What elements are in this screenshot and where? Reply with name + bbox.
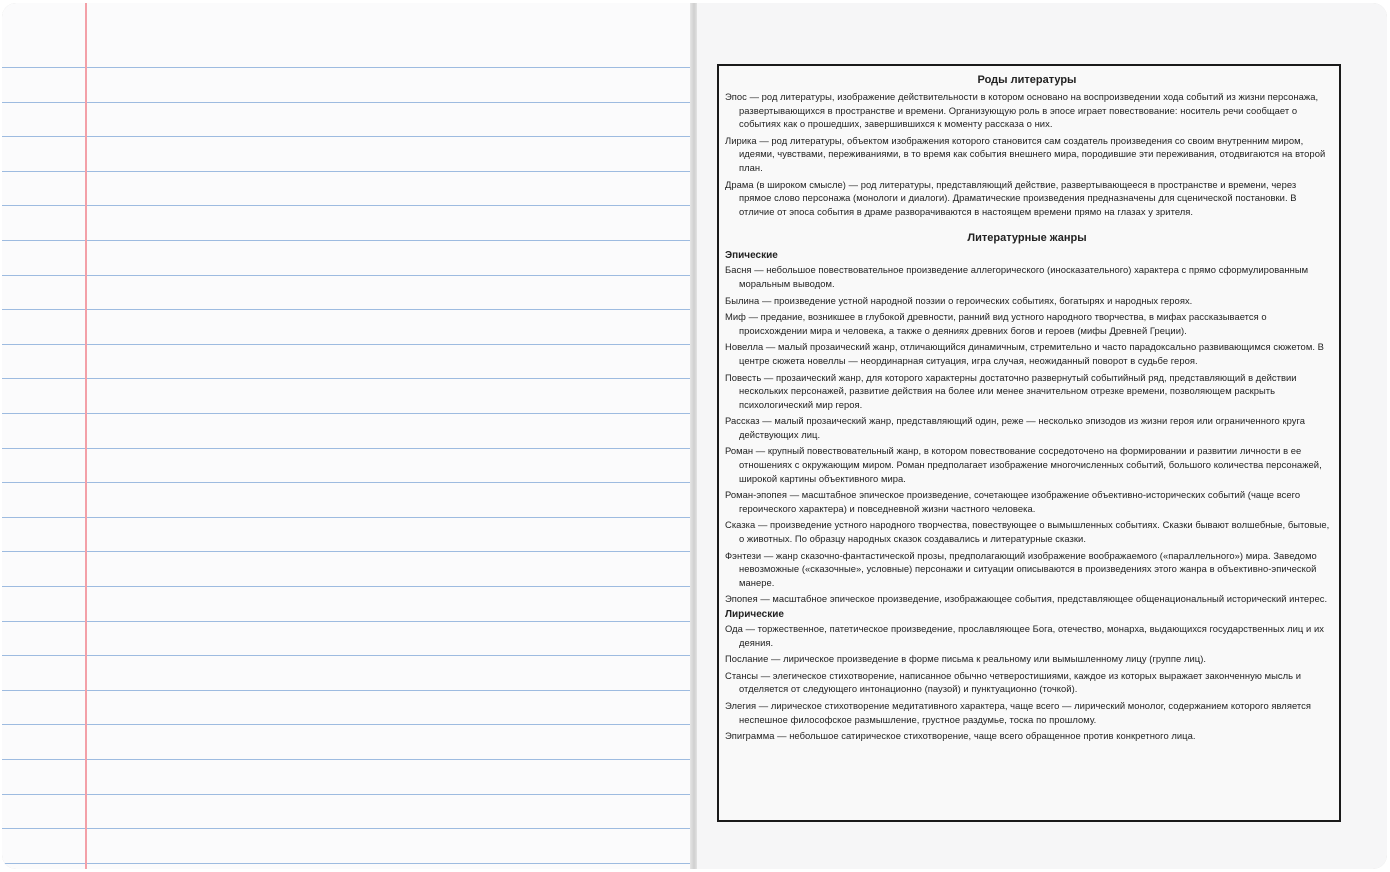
ruled-lines	[2, 3, 692, 869]
ruled-line	[2, 240, 692, 241]
ruled-line	[2, 171, 692, 172]
ruled-line	[2, 275, 692, 276]
genre-entry: Фэнтези — жанр сказочно-фантастической прозы, предполагающий изображение воображаемого («параллельного») мира. Заведомо невозможные («сказочные», условные) персонажи и ситуации описываются в произведениях этого жанра в объективно-эпической манере.	[725, 549, 1317, 588]
ruled-line	[2, 586, 692, 587]
ruled-line	[2, 621, 692, 622]
ruled-line	[2, 690, 692, 691]
ruled-line	[2, 794, 692, 795]
ruled-line	[2, 309, 692, 310]
genre-entry: Былина — произведение устной народной поэзии о героических событиях, богатырях и народных героях.	[725, 294, 1193, 306]
ruled-line	[2, 828, 692, 829]
kind-entry: Лирика — род литературы, объектом изображения которого становится сам создатель произведения со своим внутренним миром, идеями, чувствами, переживаниями, в то время как события внешнего мира, породившие эти переживания, отодвигаются на второй план.	[725, 134, 1326, 173]
ruled-line	[2, 344, 692, 345]
margin-line	[85, 3, 87, 869]
ruled-line	[2, 482, 692, 483]
genre-entry: Ода — торжественное, патетическое произведение, прославляющее Бога, отечество, монарха, выдающихся государственных лиц и их деяния.	[725, 623, 1324, 648]
genre-entry: Роман-эпопея — масштабное эпическое произведение, сочетающее изображение объективно-исторических событий (чаще всего героического характера) и повседневной жизни частного человека.	[725, 489, 1301, 514]
genre-entry: Роман — крупный повествовательный жанр, в котором повествование сосредоточено на формировании и развитии личности в ее отношениях с окружающим миром. Роман предполагает изображение многочисленных событий, большого количества персонажей, широкой картины объективного мира.	[725, 445, 1322, 484]
kind-entry: Эпос — род литературы, изображение действительности в котором основано на воспроизведении хода событий из жизни персонажа, развертывающихся в пространстве и времени. Организующую роль в эпосе играет повествование: носитель речи сообщает о событиях как о прошедших, завершившихся к моменту рассказа о них.	[725, 91, 1319, 130]
genre-entry: Новелла — малый прозаический жанр, отличающийся динамичным, стремительно и часто парадоксально развивающимся сюжетом. В центре сюжета новеллы — неординарная ситуация, игра случая, неожиданный поворот в судьбе героя.	[725, 341, 1324, 366]
lyric-heading: Лирические	[725, 609, 784, 620]
genre-entry: Элегия — лирическое стихотворение медитативного характера, чаще всего — лирический монолог, содержанием которого является неспешное философское размышление, грустное раздумье, тоска по прошлому.	[725, 699, 1312, 725]
ruled-line	[2, 378, 692, 379]
ruled-line	[2, 136, 692, 137]
ruled-line	[2, 759, 692, 760]
genre-entry: Послание — лирическое произведение в форме письма к реальному или вымышленному лицу (группе лиц).	[725, 653, 1207, 665]
ruled-line	[2, 67, 692, 68]
notebook-spread	[2, 3, 1387, 869]
ruled-line	[2, 551, 692, 552]
ruled-line	[2, 655, 692, 656]
ruled-line	[2, 413, 692, 414]
genre-entry: Повесть — прозаический жанр, для которого характерны достаточно развернутый событийный ряд, представляющий в действии нескольких персонажей, развитие действия на более или менее значительном отрезке времени, позволяющем раскрыть психологический мир героя.	[725, 371, 1297, 410]
epic-heading: Эпические	[725, 250, 778, 262]
ruled-line	[2, 724, 692, 725]
genre-entry: Эпиграмма — небольшое сатирическое стихотворение, чаще всего обращенное против конкретного лица.	[725, 730, 1196, 742]
reference-frame	[717, 64, 1341, 822]
ruled-line	[2, 863, 692, 864]
reference-page	[697, 3, 1387, 869]
genres-title: Литературные жанры	[967, 232, 1087, 245]
ruled-line	[2, 205, 692, 206]
genre-entry: Сказка — произведение устного народного творчества, повествующее о вымышленных событиях. Сказки бывают волшебные, бытовые, о животных. По образцу народных сказок создавались и литературные сказки.	[725, 519, 1330, 545]
genre-entry: Басня — небольшое повествовательное произведение аллегорического (иносказательного) характера с прямо сформулированным моральным выводом.	[725, 264, 1309, 289]
ruled-line	[2, 448, 692, 449]
literary-kinds-title: Роды литературы	[977, 74, 1077, 86]
genre-entry: Стансы — элегическое стихотворение, написанное обычно четверостишиями, каждое из которых выражает законченную мысль и отделяется от следующего интонационно (паузой) и пунктуационно (точкой).	[725, 669, 1302, 695]
genre-entry: Эпопея — масштабное эпическое произведение, изображающее события, представляющее общенациональный исторический интерес.	[725, 593, 1328, 605]
lined-page	[2, 3, 692, 869]
genre-entry: Миф — предание, возникшее в глубокой древности, ранний вид устного народного творчества, в мифах рассказывается о происхождении мира и человека, а также о деяниях древних богов и героев (мифы Древней Греции).	[725, 311, 1267, 336]
genre-entry: Рассказ — малый прозаический жанр, представляющий один, реже — несколько эпизодов из жизни героя или ограниченного круга действующих лиц.	[725, 415, 1306, 440]
kind-entry: Драма (в широком смысле) — род литературы, представляющий действие, развертывающееся в пространстве и времени, через прямое слово персонажа (монологи и диалоги). Драматические произведения предназначены для сценической постановки. В отличие от эпоса события в драме разворачиваются в настоящем времени прямо на глазах у зрителя.	[725, 178, 1297, 217]
ruled-line	[2, 517, 692, 518]
ruled-line	[2, 102, 692, 103]
